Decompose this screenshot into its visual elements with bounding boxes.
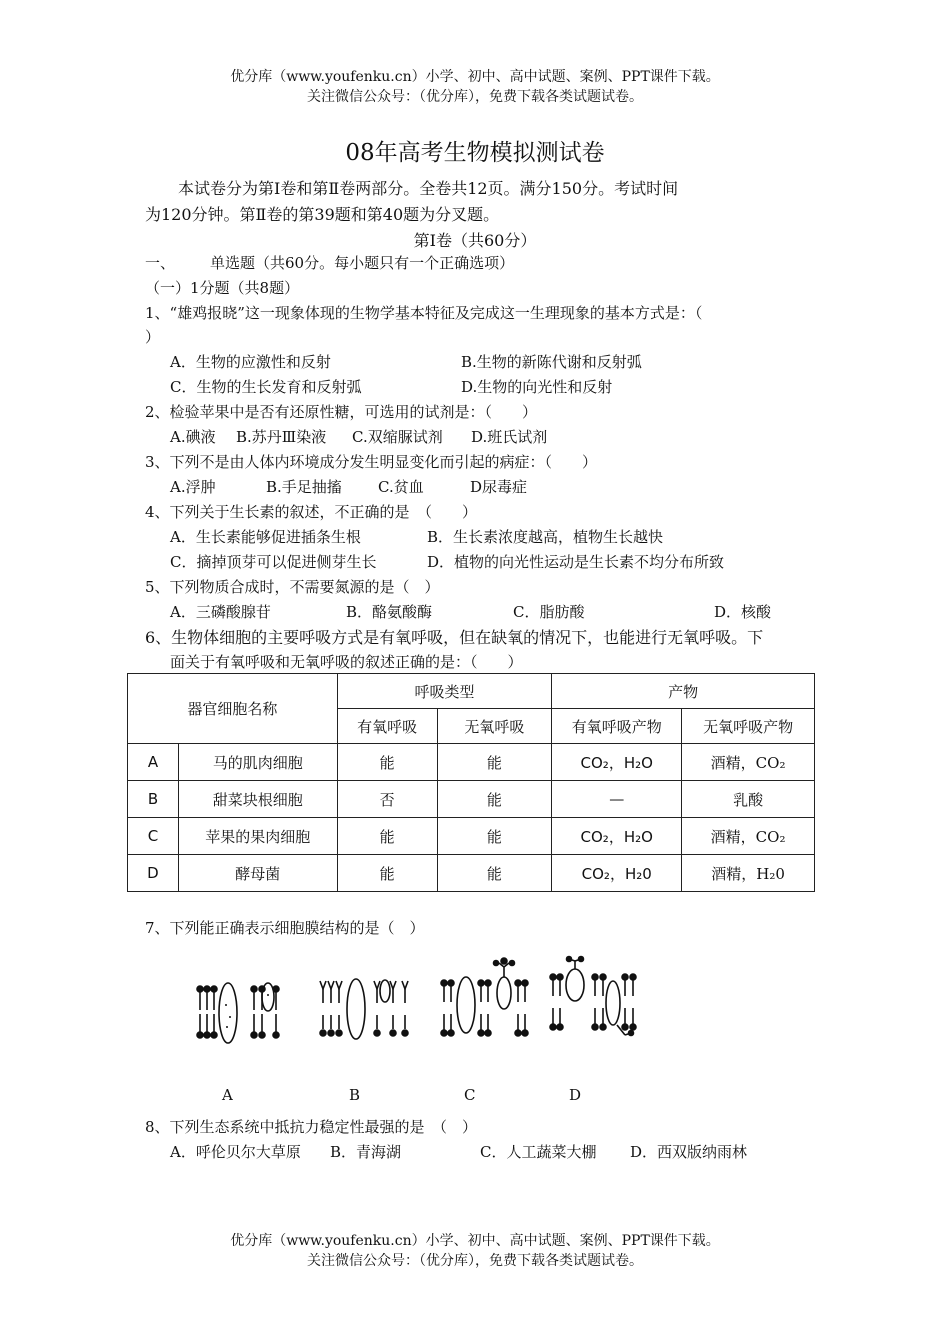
- sub-part-title: （一）1分题（共8题）: [145, 279, 300, 297]
- intro-line-1: 本试卷分为第Ⅰ卷和第Ⅱ卷两部分。全卷共12页。满分150分。考试时间: [178, 179, 679, 198]
- membrane-diagram-b: [314, 955, 414, 1055]
- row-option: C: [128, 818, 179, 855]
- q5-option-d: D．核酸: [714, 603, 772, 621]
- header-anaerobic: 无氧呼吸: [437, 709, 552, 744]
- row-anaerobic: 能: [437, 781, 552, 818]
- q8-stem: 8、下列生态系统中抵抗力稳定性最强的是 （ ）: [145, 1118, 478, 1136]
- q1-stem-end: ）: [145, 328, 161, 346]
- table-row: [128, 744, 815, 781]
- table-row: [128, 781, 815, 818]
- row-anaerobic: 能: [437, 855, 552, 892]
- section-title: 第Ⅰ卷（共60分）: [413, 231, 537, 250]
- q4-option-a: A．生长素能够促进插条生根: [170, 528, 361, 546]
- q7-label-c: C: [464, 1086, 476, 1104]
- row-option: B: [128, 781, 179, 818]
- row-option: D: [128, 855, 179, 892]
- q2-option-d: D.班氏试剂: [471, 428, 548, 446]
- q2-option-c: C.双缩脲试剂: [352, 428, 443, 446]
- table-row: [128, 818, 815, 855]
- row-anaerobic-products: 酒精，H₂0: [682, 855, 815, 892]
- q4-option-b: B．生长素浓度越高，植物生长越快: [427, 528, 664, 546]
- q2-option-a: A.碘液: [170, 428, 216, 446]
- q1-option-a: A．生物的应激性和反射: [170, 353, 331, 371]
- q3-option-d: D尿毒症: [470, 478, 528, 496]
- q1-stem: 1、“雄鸡报晓”这一现象体现的生物学基本特征及完成这一生理现象的基本方式是：（: [145, 304, 703, 322]
- q5-option-a: A．三磷酸腺苷: [170, 603, 271, 621]
- q3-option-a: A.浮肿: [170, 478, 216, 496]
- header-aerobic: 有氧呼吸: [337, 709, 437, 744]
- row-aerobic: 能: [337, 818, 437, 855]
- q7-label-b: B: [349, 1086, 361, 1104]
- q1-option-b: B.生物的新陈代谢和反射弧: [461, 353, 642, 371]
- q3-option-b: B.手足抽搐: [266, 478, 342, 496]
- row-anaerobic-products: 乳酸: [682, 781, 815, 818]
- part-one-title: 单选题（共60分。每小题只有一个正确选项）: [210, 254, 515, 272]
- row-cell-name: 甜菜块根细胞: [178, 781, 337, 818]
- table-row: [128, 855, 815, 892]
- respiration-table: [127, 673, 815, 892]
- q8-option-c: C．人工蔬菜大棚: [480, 1143, 597, 1161]
- q6-stem-cont: 面关于有氧呼吸和无氧呼吸的叙述正确的是：（ ）: [170, 653, 523, 671]
- intro-line-2: 为120分钟。第Ⅱ卷的第39题和第40题为分叉题。: [145, 205, 500, 224]
- part-one-number: 一、: [145, 254, 176, 272]
- q8-option-d: D．西双版纳雨林: [630, 1143, 748, 1161]
- q7-label-d: D: [569, 1086, 582, 1104]
- q7-label-a: A: [222, 1086, 233, 1104]
- row-aerobic-products: —: [552, 781, 682, 818]
- row-cell-name: 马的肌肉细胞: [178, 744, 337, 781]
- row-anaerobic: 能: [437, 744, 552, 781]
- header-cell-name: 器官细胞名称: [128, 674, 338, 744]
- row-cell-name: 酵母菌: [178, 855, 337, 892]
- row-aerobic: 否: [337, 781, 437, 818]
- q5-stem: 5、下列物质合成时，不需要氮源的是（ ）: [145, 578, 440, 596]
- row-anaerobic-products: 酒精，CO₂: [682, 818, 815, 855]
- membrane-diagram-c: [436, 955, 531, 1055]
- membrane-diagram-d: [545, 955, 640, 1055]
- row-aerobic-products: CO₂，H₂O: [552, 818, 682, 855]
- header-anaerobic-products: 无氧呼吸产物: [682, 709, 815, 744]
- q6-stem: 6、生物体细胞的主要呼吸方式是有氧呼吸，但在缺氧的情况下，也能进行无氧呼吸。下: [145, 628, 764, 647]
- q3-option-c: C.贫血: [378, 478, 424, 496]
- q8-option-b: B．青海湖: [330, 1143, 402, 1161]
- row-aerobic: 能: [337, 744, 437, 781]
- q1-option-c: C．生物的生长发育和反射弧: [170, 378, 362, 396]
- q4-option-d: D．植物的向光性运动是生长素不均分布所致: [427, 553, 725, 571]
- row-option: A: [128, 744, 179, 781]
- header-resp-type: 呼吸类型: [337, 674, 552, 709]
- header-products: 产物: [552, 674, 815, 709]
- row-anaerobic: 能: [437, 818, 552, 855]
- q8-option-a: A．呼伦贝尔大草原: [170, 1143, 301, 1161]
- membrane-diagram-a: [192, 955, 284, 1055]
- q3-stem: 3、下列不是由人体内环境成分发生明显变化而引起的病症：（ ）: [145, 453, 598, 471]
- footer-line-1: 优分库（www.youfenku.cn）小学、初中、高中试题、案例、PPT课件下载。: [230, 1233, 720, 1249]
- header-aerobic-products: 有氧呼吸产物: [552, 709, 682, 744]
- q5-option-c: C．脂肪酸: [513, 603, 585, 621]
- page-title: 08年高考生物模拟测试卷: [345, 140, 605, 166]
- footer-line-2: 关注微信公众号：（优分库），免费下载各类试题试卷。: [307, 1253, 643, 1269]
- q5-option-b: B．酪氨酸酶: [346, 603, 433, 621]
- row-aerobic-products: CO₂，H₂0: [552, 855, 682, 892]
- header-line-2: 关注微信公众号：（优分库），免费下载各类试题试卷。: [307, 89, 643, 105]
- row-aerobic-products: CO₂，H₂O: [552, 744, 682, 781]
- row-anaerobic-products: 酒精，CO₂: [682, 744, 815, 781]
- row-aerobic: 能: [337, 855, 437, 892]
- q1-option-d: D.生物的向光性和反射: [461, 378, 613, 396]
- q4-option-c: C．摘掉顶芽可以促进侧芽生长: [170, 553, 377, 571]
- q7-stem: 7、下列能正确表示细胞膜结构的是（ ）: [145, 919, 425, 937]
- row-cell-name: 苹果的果肉细胞: [178, 818, 337, 855]
- header-line-1: 优分库（www.youfenku.cn）小学、初中、高中试题、案例、PPT课件下载。: [230, 69, 720, 85]
- q2-option-b: B.苏丹Ⅲ染液: [236, 428, 327, 446]
- q2-stem: 2、检验苹果中是否有还原性糖，可选用的试剂是：（ ）: [145, 403, 538, 421]
- q4-stem: 4、下列关于生长素的叙述，不正确的是 （ ）: [145, 503, 478, 521]
